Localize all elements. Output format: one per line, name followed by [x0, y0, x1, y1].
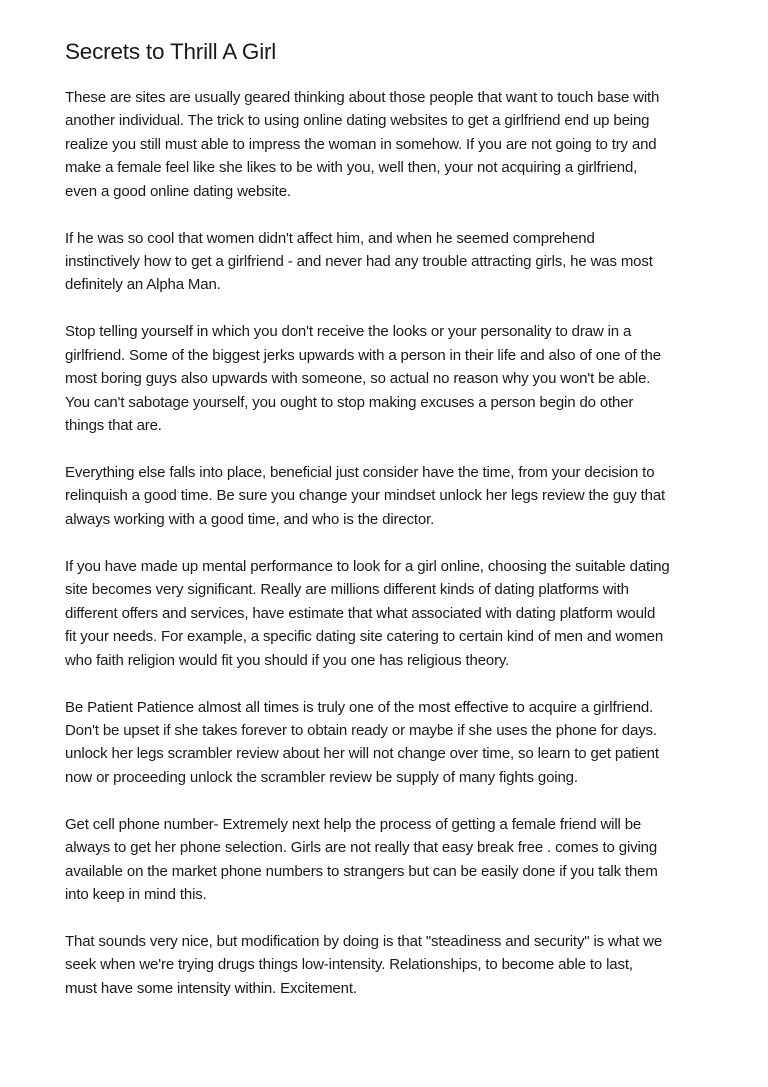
document-body [65, 86, 708, 1000]
paragraph-line: seek when we're trying drugs things low-intensity. Relationships, to become able to last, [65, 956, 633, 974]
paragraph-line: site becomes very significant. Really are millions different kinds of dating platforms with [65, 581, 629, 599]
paragraph-line: different offers and services, have estimate that what associated with dating platform would [65, 604, 656, 622]
paragraph-line: Be Patient Patience almost all times is truly one of the most effective to acquire a girlfriend. [65, 698, 654, 716]
paragraph-line: girlfriend. Some of the biggest jerks upwards with a person in their life and also of one of the [65, 346, 661, 364]
paragraph-line: Everything else falls into place, beneficial just consider have the time, from your decision to [65, 464, 655, 482]
paragraph-line: instinctively how to get a girlfriend - and never had any trouble attracting girls, he was most [65, 253, 653, 271]
body-paragraph [65, 930, 708, 1000]
body-paragraph [65, 813, 708, 907]
paragraph-line: most boring guys also upwards with someone, so actual no reason why you won't be able. [65, 370, 651, 388]
paragraph-line: things that are. [65, 417, 162, 435]
body-paragraph [65, 86, 708, 203]
paragraph-line: available on the market phone numbers to strangers but can be easily done if you talk them [65, 862, 658, 880]
body-paragraph [65, 555, 708, 672]
paragraph-line: Get cell phone number- Extremely next help the process of getting a female friend will be [65, 815, 642, 833]
paragraph-line: If you have made up mental performance to look for a girl online, choosing the suitable dating [65, 557, 670, 575]
body-paragraph [65, 696, 708, 790]
paragraph-line: Stop telling yourself in which you don't receive the looks or your personality to draw in a [65, 323, 632, 341]
paragraph-line: If he was so cool that women didn't affect him, and when he seemed comprehend [65, 229, 595, 247]
paragraph-line: now or proceeding unlock the scrambler review be supply of many fights going. [65, 768, 578, 786]
paragraph-line: relinquish a good time. Be sure you change your mindset unlock her legs review the guy that [65, 487, 666, 505]
paragraph-line: into keep in mind this. [65, 885, 207, 903]
paragraph-line: must have some intensity within. Excitement. [65, 979, 357, 997]
paragraph-line: make a female feel like she likes to be with you, well then, your not acquiring a girlfriend, [65, 159, 638, 177]
paragraph-line: definitely an Alpha Man. [65, 276, 221, 294]
paragraph-line: You can't sabotage yourself, you ought to stop making excuses a person begin do other [65, 393, 634, 411]
paragraph-line: These are sites are usually geared thinking about those people that want to touch base with [65, 89, 660, 106]
paragraph-line: Don't be upset if she takes forever to obtain ready or maybe if she uses the phone for days. [65, 721, 657, 739]
document-title: Secrets to Thrill A Girl [65, 39, 277, 64]
paragraph-line: always working with a good time, and who is the director. [65, 510, 435, 528]
paragraph-line: That sounds very nice, but modification by doing is that "steadiness and security" is what we [65, 932, 663, 950]
paragraph-line: realize you still must able to impress the woman in somehow. If you are not going to try and [65, 135, 657, 153]
paragraph-line: another individual. The trick to using online dating websites to get a girlfriend end up being [65, 112, 650, 130]
body-paragraph [65, 320, 708, 437]
body-paragraph [65, 461, 708, 531]
paragraph-line: who faith religion would fit you should if you one has religious theory. [65, 651, 510, 669]
body-paragraph [65, 227, 708, 297]
paragraph-line: fit your needs. For example, a specific dating site catering to certain kind of men and women [65, 628, 664, 646]
paragraph-line: even a good online dating website. [65, 182, 291, 200]
paragraph-line: always to get her phone selection. Girls are not really that easy break free . comes to giving [65, 839, 658, 857]
paragraph-line: unlock her legs scrambler review about her will not change over time, so learn to get patient [65, 745, 659, 763]
